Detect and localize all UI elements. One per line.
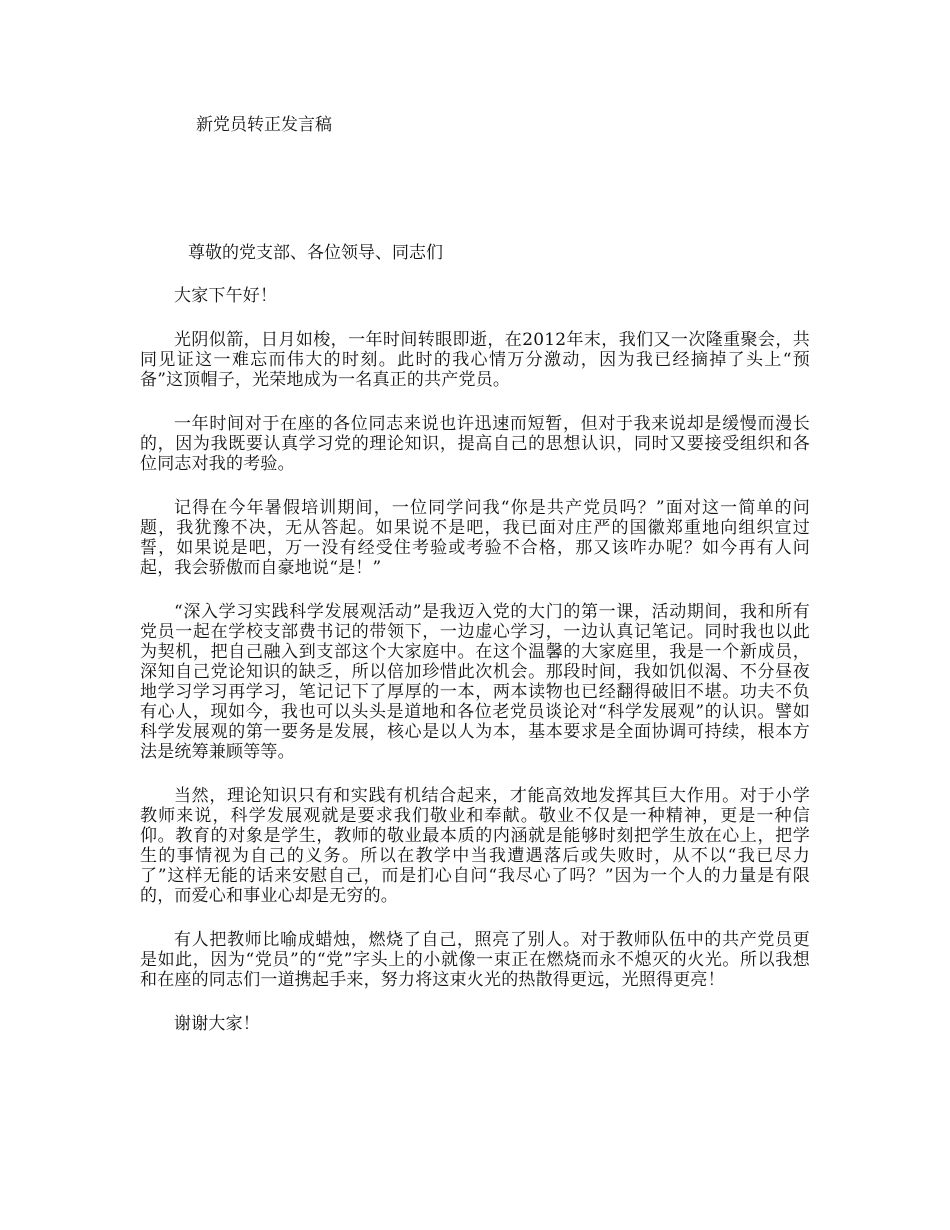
document-title: 新党员转正发言稿 [196,115,332,135]
document-body [140,286,810,1058]
paragraph-greeting: 大家下午好！ [174,286,278,306]
paragraph-6: 有人把教师比喻成蜡烛，燃烧了自己，照亮了别人。对于教师队伍中的共产党员更是如此，因为“党员”的“党”字头上的小就像一束正在燃烧而永不熄灭的火光。所以我想和在座的同志们一道携起手来，努力将这束火光的热散得更远，光照得更亮！ [140,930,810,990]
paragraph-1: 光阴似箭，日月如梭，一年时间转眼即逝，在2012年末，我们又一次隆重聚会，共同见证这一难忘而伟大的时刻。此时的我心情万分激动，因为我已经摘掉了头上“预备”这顶帽子，光荣地成为一名真正的共产党员。 [140,330,810,390]
paragraph-closing: 谢谢大家！ [174,1014,260,1034]
paragraph-3: 记得在今年暑假培训期间，一位同学问我“你是共产党员吗？”面对这一简单的问题，我犹豫不决，无从答起。如果说不是吧，我已面对庄严的国徽郑重地向组织宣过誓，如果说是吧，万一没有经受住考验或考验不合格，那又该咋办呢？如今再有人问起，我会骄傲而自豪地说“是！” [140,498,810,578]
paragraph-2: 一年时间对于在座的各位同志来说也许迅速而短暂，但对于我来说却是缓慢而漫长的，因为我既要认真学习党的理论知识，提高自己的思想认识，同时又要接受组织和各位同志对我的考验。 [140,414,810,474]
paragraph-5: 当然，理论知识只有和实践有机结合起来，才能高效地发挥其巨大作用。对于小学教师来说，科学发展观就是要求我们敬业和奉献。敬业不仅是一种精神，更是一种信仰。教育的对象是学生，教师的敬业最本质的内涵就是能够时刻把学生放在心上，把学生的事情视为自己的义务。所以在教学中当我遭遇落后或失败时，从不以“我已尽力了”这样无能的话来安慰自己，而是扪心自问“我尽心了吗？”因为一个人的力量是有限的，而爱心和事业心却是无穷的。 [140,786,810,906]
salutation: 尊敬的党支部、各位领导、同志们 [188,243,443,263]
paragraph-4: “深入学习实践科学发展观活动”是我迈入党的大门的第一课，活动期间，我和所有党员一起在学校支部费书记的带领下，一边虚心学习，一边认真记笔记。同时我也以此为契机，把自己融入到支部这个大家庭中。在这个温馨的大家庭里，我是一个新成员，深知自己党论知识的缺乏，所以倍加珍惜此次机会。那段时间，我如饥似渴、不分昼夜地学习学习再学习，笔记记下了厚厚的一本，两本读物也已经翻得破旧不堪。功夫不负有心人，现如今，我也可以头头是道地和各位老党员谈论对“科学发展观”的认识。譬如科学发展观的第一要务是发展，核心是以人为本，基本要求是全面协调可持续，根本方法是统筹兼顾等等。 [140,602,810,762]
